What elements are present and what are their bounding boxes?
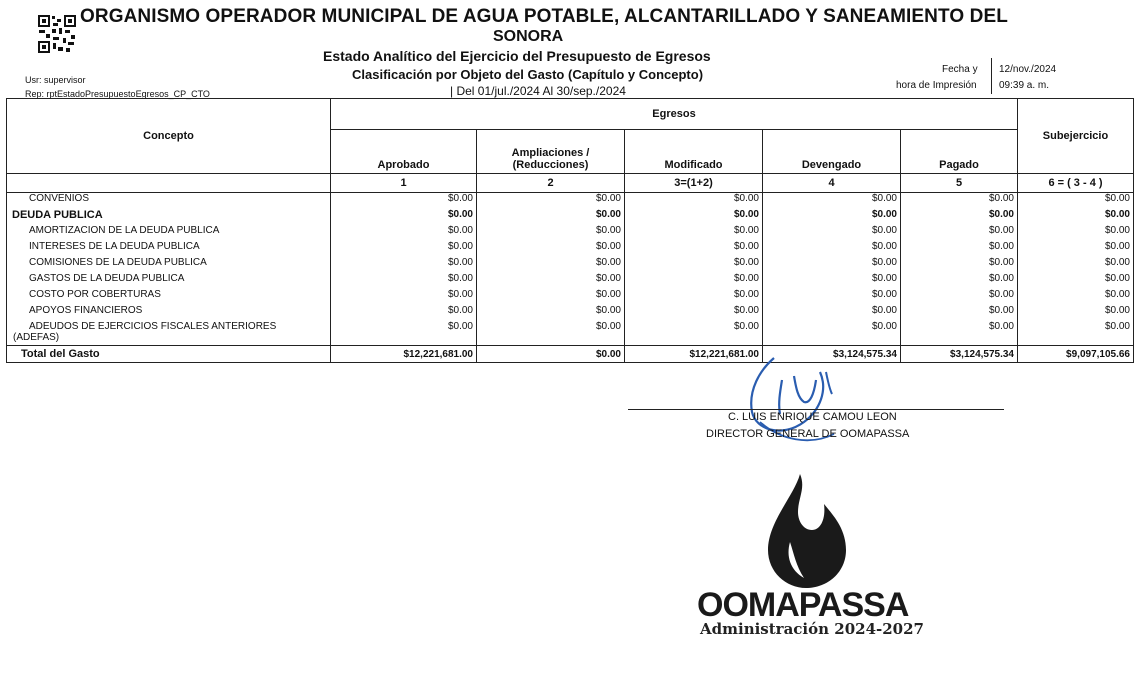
cell-value: $0.00 <box>331 273 477 289</box>
cell-value: $0.00 <box>1018 241 1134 257</box>
cell-value: $0.00 <box>901 273 1018 289</box>
header-aprobado: Aprobado <box>331 130 477 174</box>
row-label-line1: ADEUDOS DE EJERCICIOS FISCALES ANTERIORES <box>29 321 277 332</box>
table-row <box>7 289 1134 305</box>
table-row <box>7 305 1134 321</box>
cell-value: $0.00 <box>901 209 1018 225</box>
col-number: 5 <box>901 174 1018 193</box>
cell-value: $0.00 <box>477 273 625 289</box>
total-value: $12,221,681.00 <box>625 346 763 363</box>
header-subejercicio: Subejercicio <box>1018 99 1134 174</box>
table-row <box>7 241 1134 257</box>
col-number: 6 = ( 3 - 4 ) <box>1018 174 1134 193</box>
cell-value: $0.00 <box>477 209 625 225</box>
cell-value: $0.00 <box>901 241 1018 257</box>
row-label: GASTOS DE LA DEUDA PUBLICA <box>7 273 331 289</box>
cell-value: $0.00 <box>763 305 901 321</box>
row-label: INTERESES DE LA DEUDA PUBLICA <box>7 241 331 257</box>
total-value: $3,124,575.34 <box>763 346 901 363</box>
row-label: CONVENIOS <box>7 193 331 210</box>
cell-value: $0.00 <box>901 305 1018 321</box>
col-number: 4 <box>763 174 901 193</box>
organization-state: SONORA <box>493 28 564 45</box>
cell-value: $0.00 <box>1018 193 1134 210</box>
cell-value: $0.00 <box>1018 321 1134 346</box>
cell-value: $0.00 <box>477 305 625 321</box>
user-label: Usr: supervisor <box>25 75 86 85</box>
cell-value: $0.00 <box>477 241 625 257</box>
table-row <box>7 209 1134 225</box>
cell-value: $0.00 <box>763 273 901 289</box>
cell-value: $0.00 <box>331 193 477 210</box>
cell-value: $0.00 <box>625 209 763 225</box>
table-row <box>7 321 1134 346</box>
cell-value: $0.00 <box>331 305 477 321</box>
cell-value: $0.00 <box>901 321 1018 346</box>
row-label: COSTO POR COBERTURAS <box>7 289 331 305</box>
cell-value: $0.00 <box>331 257 477 273</box>
signature-line <box>628 409 1004 410</box>
budget-table <box>6 98 1134 363</box>
cell-value: $0.00 <box>1018 257 1134 273</box>
cell-value: $0.00 <box>763 321 901 346</box>
report-id: Rep: rptEstadoPresupuestoEgresos_CP_CTO <box>25 89 210 99</box>
row-label: DEUDA PUBLICA <box>7 209 331 225</box>
total-row <box>7 346 1134 363</box>
total-value: $9,097,105.66 <box>1018 346 1134 363</box>
row-label: AMORTIZACION DE LA DEUDA PUBLICA <box>7 225 331 241</box>
cell-value: $0.00 <box>763 289 901 305</box>
cell-value: $0.00 <box>901 225 1018 241</box>
cell-value: $0.00 <box>625 273 763 289</box>
row-label-line2: (ADEFAS) <box>13 332 60 343</box>
cell-value: $0.00 <box>625 193 763 210</box>
cell-value: $0.00 <box>901 257 1018 273</box>
total-label: Total del Gasto <box>7 346 331 363</box>
signatory-title: DIRECTOR GENERAL DE OOMAPASSA <box>706 428 910 440</box>
cell-value: $0.00 <box>625 305 763 321</box>
logo-subtitle: Administración 2024-2027 <box>700 620 924 638</box>
cell-value: $0.00 <box>477 321 625 346</box>
table-row <box>7 257 1134 273</box>
cell-value: $0.00 <box>763 193 901 210</box>
report-subtitle: Clasificación por Objeto del Gasto (Capítulo y Concepto) <box>352 67 704 82</box>
cell-value: $0.00 <box>1018 273 1134 289</box>
header-egresos: Egresos <box>331 99 1018 130</box>
header-modificado: Modificado <box>625 130 763 174</box>
cell-value: $0.00 <box>331 209 477 225</box>
print-date: 12/nov./2024 <box>999 64 1057 75</box>
cell-value: $0.00 <box>477 193 625 210</box>
cell-value: $0.00 <box>1018 305 1134 321</box>
print-time: 09:39 a. m. <box>999 80 1050 91</box>
qr-code-icon <box>37 14 77 54</box>
table-row <box>7 193 1134 210</box>
cell-value: $0.00 <box>901 193 1018 210</box>
cell-value: $0.00 <box>625 289 763 305</box>
print-date-label: Fecha y <box>942 64 978 75</box>
cell-value: $0.00 <box>331 289 477 305</box>
cell-value: $0.00 <box>1018 209 1134 225</box>
cell-value: $0.00 <box>763 225 901 241</box>
header-blank <box>7 174 331 193</box>
header-pagado: Pagado <box>901 130 1018 174</box>
organization-name: ORGANISMO OPERADOR MUNICIPAL DE AGUA POTABLE, ALCANTARILLADO Y SANEAMIENTO DEL <box>80 6 1008 27</box>
row-label: COMISIONES DE LA DEUDA PUBLICA <box>7 257 331 273</box>
cell-value: $0.00 <box>1018 289 1134 305</box>
cell-value: $0.00 <box>477 225 625 241</box>
cell-value: $0.00 <box>331 321 477 346</box>
cell-value: $0.00 <box>331 241 477 257</box>
header-concepto: Concepto <box>7 99 331 174</box>
cell-value: $0.00 <box>625 225 763 241</box>
report-title: Estado Analítico del Ejercicio del Presupuesto de Egresos <box>323 48 711 64</box>
cell-value: $0.00 <box>477 289 625 305</box>
total-value: $12,221,681.00 <box>331 346 477 363</box>
signatory-name: C. LUIS ENRIQUE CAMOU LEON <box>728 411 897 423</box>
table-row <box>7 273 1134 289</box>
header-ampliaciones: Ampliaciones / (Reducciones) <box>477 130 625 174</box>
print-time-label: hora de Impresión <box>896 80 977 91</box>
cell-value: $0.00 <box>625 257 763 273</box>
cell-value: $0.00 <box>625 241 763 257</box>
col-number: 1 <box>331 174 477 193</box>
cell-value: $0.00 <box>1018 225 1134 241</box>
row-label <box>7 321 331 346</box>
water-drop-logo-icon <box>760 472 852 590</box>
table-row <box>7 225 1134 241</box>
total-value: $3,124,575.34 <box>901 346 1018 363</box>
col-number: 2 <box>477 174 625 193</box>
cell-value: $0.00 <box>477 257 625 273</box>
cell-value: $0.00 <box>763 209 901 225</box>
col-number: 3=(1+2) <box>625 174 763 193</box>
cell-value: $0.00 <box>625 321 763 346</box>
total-value: $0.00 <box>477 346 625 363</box>
date-divider <box>991 58 992 94</box>
logo-name: OOMAPASSA <box>697 586 909 624</box>
cell-value: $0.00 <box>763 257 901 273</box>
row-label: APOYOS FINANCIEROS <box>7 305 331 321</box>
header-devengado: Devengado <box>763 130 901 174</box>
report-period: | Del 01/jul./2024 Al 30/sep./2024 <box>450 84 626 98</box>
cell-value: $0.00 <box>331 225 477 241</box>
cell-value: $0.00 <box>763 241 901 257</box>
cell-value: $0.00 <box>901 289 1018 305</box>
